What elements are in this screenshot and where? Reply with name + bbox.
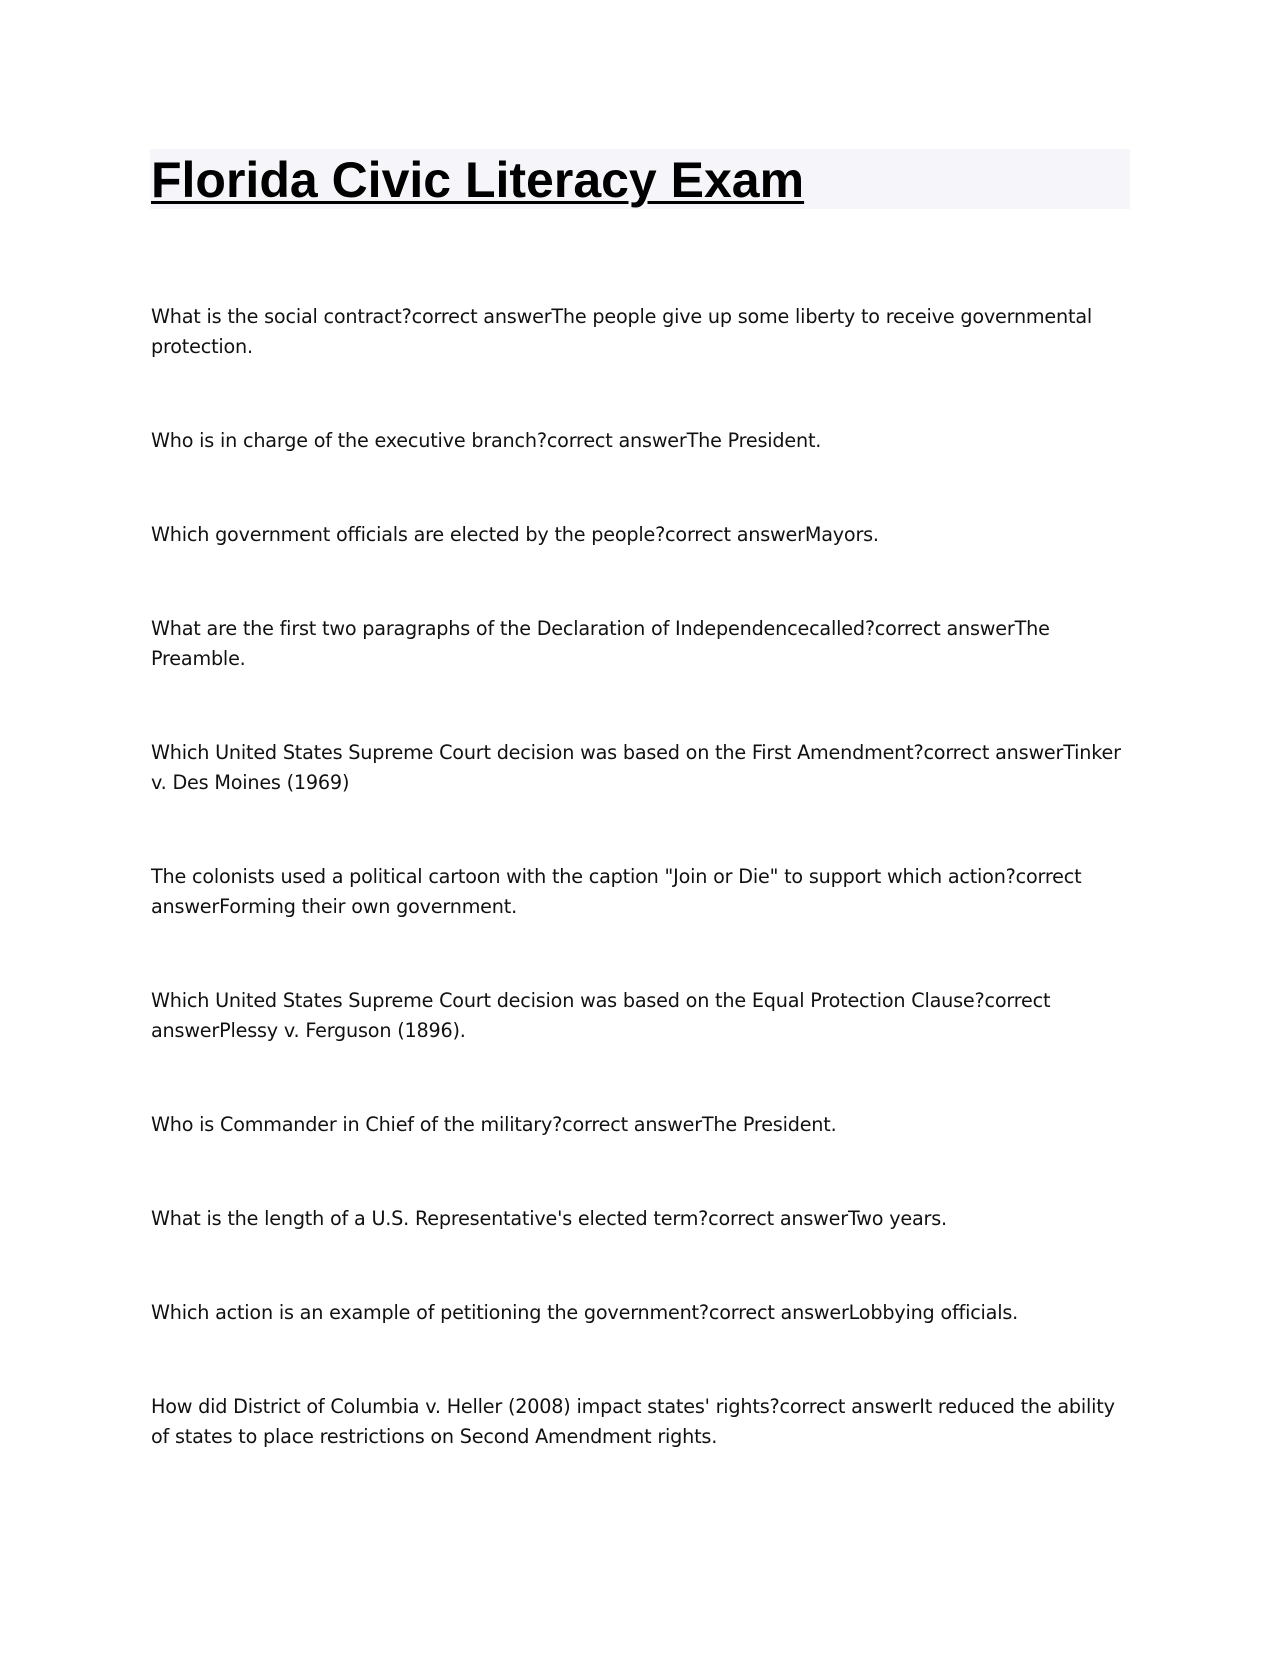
question-answer-item: The colonists used a political cartoon with the caption "Join or Die" to support which action?correct answerForming their own government. — [151, 865, 1082, 918]
question-answer-item: Who is Commander in Chief of the military?correct answerThe President. — [151, 1113, 837, 1136]
question-answer-list — [151, 302, 1131, 1516]
question-answer-item: What is the social contract?correct answerThe people give up some liberty to receive governmental protection. — [151, 305, 1093, 358]
question-answer-item: Which United States Supreme Court decision was based on the Equal Protection Clause?correct answerPlessy v. Ferguson (1896). — [151, 989, 1051, 1042]
question-answer-item: Which United States Supreme Court decision was based on the First Amendment?correct answerTinker v. Des Moines (1969) — [151, 741, 1121, 794]
question-answer-item: Which action is an example of petitioning the government?correct answerLobbying officials. — [151, 1301, 1019, 1324]
question-answer-item: Who is in charge of the executive branch?correct answerThe President. — [151, 429, 822, 452]
question-answer-item: Which government officials are elected by the people?correct answerMayors. — [151, 523, 879, 546]
question-answer-item: How did District of Columbia v. Heller (2008) impact states' rights?correct answerIt reduced the ability of states to place restrictions on Second Amendment rights. — [151, 1395, 1115, 1448]
document-title: Florida Civic Literacy Exam — [151, 152, 805, 208]
question-answer-item: What are the first two paragraphs of the Declaration of Independencecalled?correct answerThe Preamble. — [151, 617, 1050, 670]
question-answer-item: What is the length of a U.S. Representative's elected term?correct answerTwo years. — [151, 1207, 947, 1230]
